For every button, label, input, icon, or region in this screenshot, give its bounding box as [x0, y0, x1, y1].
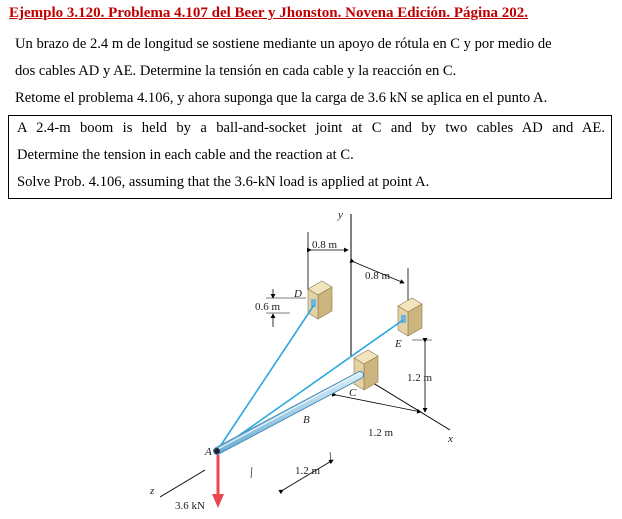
boom-ac	[217, 373, 360, 451]
x-axis-line	[365, 378, 450, 430]
label-point-d: D	[294, 288, 302, 300]
label-dim-12-bottom: 1.2 m	[295, 465, 321, 477]
label-dim-12-vertical: 1.2 m	[407, 372, 433, 384]
spanish-statement-line-2: dos cables AD y AE. Determine la tensión en cada cable y la reacción en C.	[15, 63, 457, 79]
label-axis-x: x	[448, 433, 453, 445]
bracket-c	[354, 350, 378, 390]
label-dim-08-right: 0.8 m	[365, 270, 391, 282]
label-point-a: A	[205, 446, 212, 458]
label-axis-y: y	[338, 209, 343, 221]
bracket-e	[398, 298, 422, 336]
spanish-statement-line-1: Un brazo de 2.4 m de longitud se sostiene mediante un apoyo de rótula en C y por medio de	[15, 36, 552, 52]
english-statement-line-3: Solve Prob. 4.106, assuming that the 3.6-kN load is applied at point A.	[17, 174, 430, 190]
label-point-c: C	[349, 387, 357, 399]
label-dim-06: 0.6 m	[255, 301, 281, 313]
dim-ext-12-bottom-right	[330, 452, 331, 462]
english-statement-line-1: A 2.4-m boom is held by a ball-and-socket joint at C and by two cables AD and AE.	[17, 120, 605, 136]
label-point-b: B	[303, 414, 310, 426]
spanish-statement-line-3: Retome el problema 4.106, y ahora suponga que la carga de 3.6 kN se aplica en el punto A.	[15, 90, 548, 106]
z-axis-line	[160, 470, 205, 497]
label-dim-08-left: 0.8 m	[312, 239, 338, 251]
dim-ext-12-bottom-left	[251, 467, 252, 478]
bracket-d	[308, 281, 332, 319]
problem-title: Ejemplo 3.120. Problema 4.107 del Beer y Jhonston. Novena Edición. Página 202.	[9, 5, 529, 21]
label-dim-12-boom: 1.2 m	[368, 427, 394, 439]
load-arrow	[212, 455, 224, 508]
label-axis-z: z	[150, 485, 155, 497]
label-load: 3.6 kN	[175, 500, 205, 512]
label-point-e: E	[395, 338, 402, 350]
point-a-marker	[214, 448, 220, 454]
english-statement-line-2: Determine the tension in each cable and the reaction at C.	[17, 147, 354, 163]
